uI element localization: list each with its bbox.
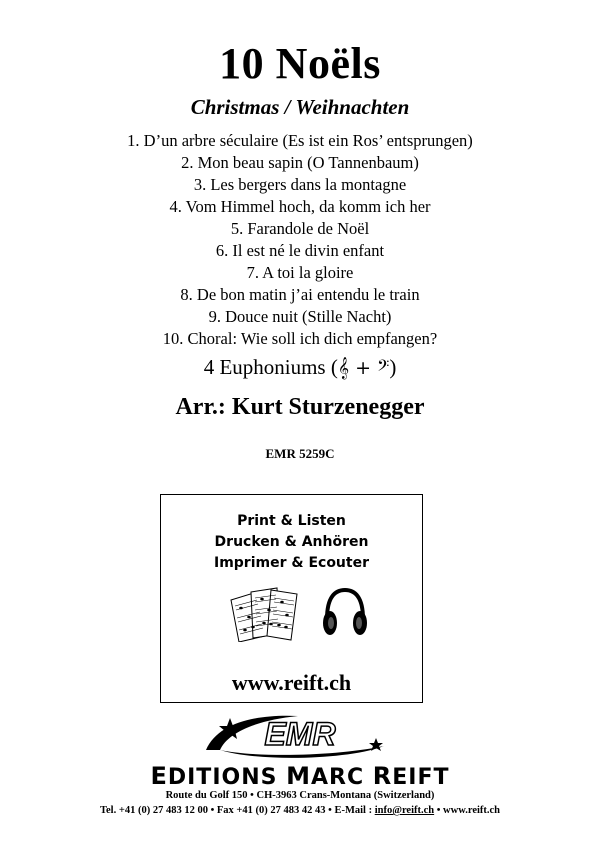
page-title: 10 Noëls xyxy=(219,39,381,88)
song-item: 8. De bon matin j’ai entendu le train xyxy=(180,285,420,304)
promo-line: Drucken & Anhören xyxy=(214,534,369,550)
publisher-part: M xyxy=(286,762,312,790)
sheet-music-icon xyxy=(227,586,303,642)
song-item: 3. Les bergers dans la montagne xyxy=(193,175,407,194)
email-link[interactable]: info@reift.ch xyxy=(374,805,435,816)
publisher-part: E xyxy=(150,762,168,790)
emr-logo-text: EMR xyxy=(264,716,336,752)
song-list xyxy=(0,130,600,350)
song-item: 6. Il est né le divin enfant xyxy=(215,241,385,260)
arranger: Arr.: Kurt Sturzenegger xyxy=(175,394,425,420)
promo-line: Imprimer & Ecouter xyxy=(213,555,369,571)
instrumentation-text: 4 Euphoniums ( xyxy=(203,355,338,379)
emr-logo xyxy=(198,712,398,762)
song-item: 1. D’un arbre séculaire (Es ist ein Ros’ entsprungen) xyxy=(127,131,473,150)
instrumentation xyxy=(0,355,600,380)
song-item: 9. Douce nuit (Stille Nacht) xyxy=(208,307,392,326)
clef-icons: 𝄞 + 𝄢 xyxy=(337,357,390,379)
song-item: 10. Choral: Wie soll ich dich empfangen? xyxy=(162,329,438,348)
publisher-part: R xyxy=(372,762,393,790)
publisher-part: ARC xyxy=(311,765,373,790)
website-link[interactable]: www.reift.ch xyxy=(231,670,352,695)
song-item: 2. Mon beau sapin (O Tannenbaum) xyxy=(181,153,419,172)
publisher-contact xyxy=(0,805,600,816)
instrumentation-suffix: ) xyxy=(389,355,397,379)
song-item: 4. Vom Himmel hoch, da komm ich her xyxy=(169,197,431,216)
contact-website[interactable]: • www.reift.ch xyxy=(434,805,501,816)
catalog-number: EMR 5259C xyxy=(265,446,335,461)
publisher-name xyxy=(0,762,600,790)
print-listen-box xyxy=(160,494,423,703)
contact-phone-fax: Tel. +41 (0) 27 483 12 00 • Fax +41 (0) 27 483 42 43 • E-Mail : xyxy=(99,805,375,816)
publisher-address: Route du Golf 150 • CH-3963 Crans-Montana (Switzerland) xyxy=(165,790,435,801)
subtitle: Christmas / Weihnachten xyxy=(190,95,410,119)
headphones-icon xyxy=(321,587,369,639)
publisher-part: DITIONS xyxy=(167,765,287,790)
publisher-part: EIFT xyxy=(392,765,450,790)
song-item: 7. A toi la gloire xyxy=(246,263,354,282)
promo-lines xyxy=(161,511,422,574)
promo-line: Print & Listen xyxy=(237,513,346,529)
song-item: 5. Farandole de Noël xyxy=(230,219,370,238)
